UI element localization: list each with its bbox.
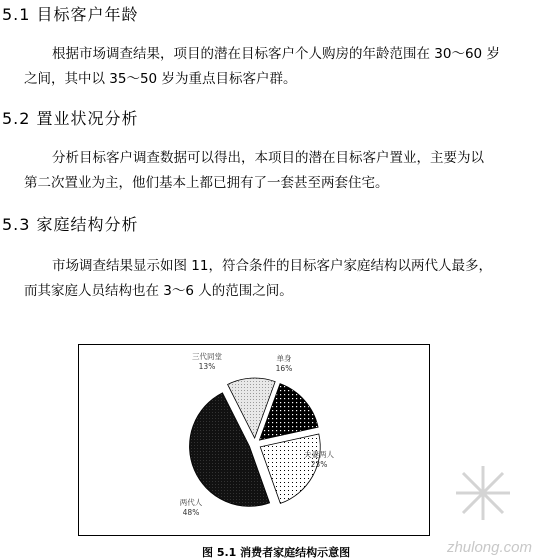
paragraph-line: 分析目标客户调查数据可以得出，本项目的潜在目标客户置业，主要为以 <box>52 150 484 166</box>
section-paragraph-5-3 <box>24 254 524 304</box>
paragraph-line: 之间，其中以 35～50 岁为重点目标客户群。 <box>24 71 297 87</box>
pie-chart-svg <box>79 345 431 537</box>
zhulong-watermark-logo <box>428 458 538 548</box>
figure-caption: 图 5.1 消费者家庭结构示意图 <box>202 546 351 559</box>
pie-slice-value-label: 23% <box>310 460 328 469</box>
section-heading-5-1: 5.1 目标客户年龄 <box>2 5 139 24</box>
watermark-text: zhulong.com <box>446 539 532 556</box>
pie-slice-value-label: 16% <box>275 364 293 373</box>
pie-slice-value-label: 13% <box>198 362 216 371</box>
section-paragraph-5-2 <box>24 146 524 196</box>
section-heading-5-3: 5.3 家庭结构分析 <box>2 215 139 234</box>
paragraph-line: 根据市场调查结果，项目的潜在目标客户个人购房的年龄范围在 30～60 岁 <box>52 46 500 62</box>
pie-slice-label: 单身 <box>276 354 292 363</box>
paragraph-line: 第二次置业为主，他们基本上都已拥有了一套甚至两套住宅。 <box>24 175 389 191</box>
section-heading-5-2: 5.2 置业状况分析 <box>2 109 139 128</box>
family-structure-pie-chart <box>78 344 430 536</box>
paragraph-line: 而其家庭人员结构也在 3～6 人的范围之间。 <box>24 283 293 299</box>
section-paragraph-5-1 <box>24 42 524 92</box>
pie-slice-label: 三代同堂 <box>192 352 222 361</box>
pie-slice-label: 两代人 <box>179 498 203 507</box>
paragraph-line: 市场调查结果显示如图 11，符合条件的目标客户家庭结构以两代人最多， <box>52 258 492 274</box>
pie-slice-value-label: 48% <box>182 508 200 517</box>
pie-slice-label: 夫妻两人 <box>304 450 334 459</box>
